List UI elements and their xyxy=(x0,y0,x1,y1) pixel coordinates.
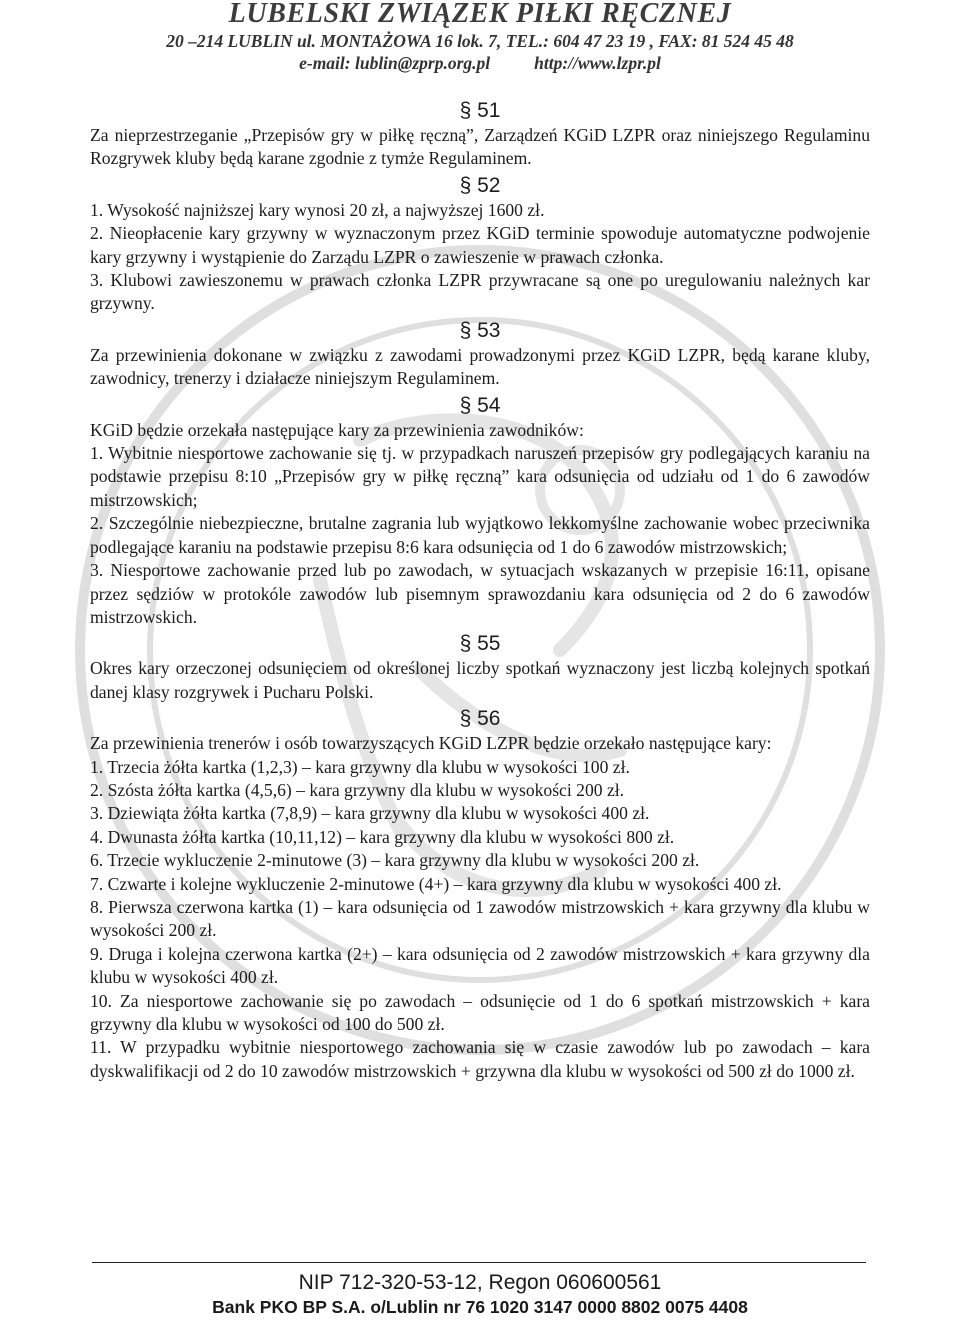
section-heading: § 52 xyxy=(459,173,501,197)
section-paragraph: Okres kary orzeczonej odsunięciem od określonej liczby spotkań wyznaczony jest liczbą kolejnych spotkań danej klasy rozgrywek i Pucharu Polski. xyxy=(90,658,870,702)
section-53 xyxy=(90,318,870,391)
section-55 xyxy=(90,631,870,704)
section-paragraph: 3. Klubowi zawieszonemu w prawach członka LZPR przywracane są one po uregulowaniu należnych kar grzywny. xyxy=(90,270,870,314)
penalty-list-item: 1. Trzecia żółta kartka (1,2,3) – kara grzywny dla klubu w wysokości 100 zł. xyxy=(90,756,630,777)
section-paragraph: 2. Szczególnie niebezpieczne, brutalne zagrania lub wyjątkowo lekkomyślne zachowanie wobec przeciwnika podlegające karaniu na podstawie przepisu 8:6 kara odsunięcia od 1 do 6 zawodów mistrzowskich; xyxy=(90,513,870,557)
section-paragraph: 3. Niesportowe zachowanie przed lub po zawodach, w sytuacjach wskazanych w przepisie 16:11, opisane przez sędziów w protokóle zawodów lub pisemnym sprawozdaniu kara odsunięcia od 2 do 6 zawodów mistrzowskich. xyxy=(90,560,870,627)
penalty-list-item: 11. W przypadku wybitnie niesportowego zachowania się w czasie zawodów lub po zawodach – kara dyskwalifikacji od 2 do 10 zawodów mistrzowskich + grzywna dla klubu w wysokości od 500 zł do 1000 zł. xyxy=(90,1037,870,1081)
section-heading: § 51 xyxy=(459,99,501,122)
organization-address: 20 –214 LUBLIN ul. MONTAŻOWA 16 lok. 7, TEL.: 604 47 23 19 , FAX: 81 524 45 48 xyxy=(166,31,794,51)
organization-name: LUBELSKI ZWIĄZEK PIŁKI RĘCZNEJ xyxy=(228,0,732,29)
section-heading: § 54 xyxy=(459,393,501,417)
section-paragraph: Za nieprzestrzeganie „Przepisów gry w piłkę ręczną”, Zarządzeń KGiD LZPR oraz niniejszego Regulaminu Rozgrywek kluby będą karane zgodnie z tymże Regulaminem. xyxy=(90,125,870,169)
penalty-list-item: 6. Trzecie wykluczenie 2-minutowe (3) – kara grzywny dla klubu w wysokości 200 zł. xyxy=(90,850,700,871)
tax-registration-info: NIP 712-320-53-12, Regon 060600561 xyxy=(298,1271,662,1294)
footer-divider xyxy=(92,1262,866,1263)
contact-line xyxy=(0,52,960,74)
section-heading: § 55 xyxy=(459,632,501,656)
section-paragraph: Za przewinienia dokonane w związku z zawodami prowadzonymi przez KGiD LZPR, będą karane kluby, zawodnicy, trenerzy i działacze niniejszym Regulaminem. xyxy=(90,344,870,389)
section-51 xyxy=(90,98,870,171)
letterhead xyxy=(0,0,960,74)
email-address[interactable]: e-mail: lublin@zprp.org.pl xyxy=(299,53,491,73)
penalty-list-item: 3. Dziewiąta żółta kartka (7,8,9) – kara grzywny dla klubu w wysokości 400 zł. xyxy=(90,803,650,824)
section-54 xyxy=(90,393,870,630)
section-paragraph: 1. Wybitnie niesportowe zachowanie się tj. w przypadkach naruszeń przepisów gry podlegających karaniu na podstawie przepisu 8:10 „Przepisów gry w piłkę ręczną” kara odsunięcia od udziału od 1 do 6 zawodów mistrzowskich; xyxy=(90,443,870,510)
penalty-list-item: 7. Czwarte i kolejne wykluczenie 2-minutowe (4+) – kara grzywny dla klubu w wysokości 400 zł. xyxy=(90,873,782,894)
regulations-body xyxy=(90,96,870,1083)
section-heading: § 53 xyxy=(459,318,501,342)
penalty-list-item: 2. Szósta żółta kartka (4,5,6) – kara grzywny dla klubu w wysokości 200 zł. xyxy=(90,779,625,800)
penalty-list-item: 4. Dwunasta żółta kartka (10,11,12) – kara grzywny dla klubu w wysokości 800 zł. xyxy=(90,826,675,847)
penalty-list-item: 9. Druga i kolejna czerwona kartka (2+) – kara odsunięcia od 2 zawodów mistrzowskich + kara grzywny dla klubu w wysokości 400 zł. xyxy=(90,943,870,988)
section-paragraph: 2. Nieopłacenie kary grzywny w wyznaczonym przez KGiD terminie spowoduje automatyczne podwojenie kary grzywny i wystąpienie do Zarządu LZPR o zawieszenie w prawach członka. xyxy=(90,223,870,267)
section-52 xyxy=(90,173,870,316)
section-paragraph: KGiD będzie orzekała następujące kary za przewinienia zawodników: xyxy=(90,419,584,440)
section-paragraph: Za przewinienia trenerów i osób towarzyszących KGiD LZPR będzie orzekało następujące kary: xyxy=(90,733,772,754)
section-paragraph: 1. Wysokość najniższej kary wynosi 20 zł, a najwyższej 1600 zł. xyxy=(90,199,545,220)
website-link[interactable]: http://www.lzpr.pl xyxy=(534,53,661,73)
section-heading: § 56 xyxy=(459,707,501,731)
penalty-list-item: 8. Pierwsza czerwona kartka (1) – kara odsunięcia od 1 zawodów mistrzowskich + kara grzywny dla klubu w wysokości 200 zł. xyxy=(90,896,870,941)
penalty-list-item: 10. Za niesportowe zachowanie się po zawodach – odsunięcie od 1 do 6 spotkań mistrzowskich + kara grzywny dla klubu w wysokości od 100 do 500 zł. xyxy=(90,990,870,1034)
section-56 xyxy=(90,706,870,1083)
bank-account-info: Bank PKO BP S.A. o/Lublin nr 76 1020 3147 0000 8802 0075 4408 xyxy=(212,1297,748,1317)
